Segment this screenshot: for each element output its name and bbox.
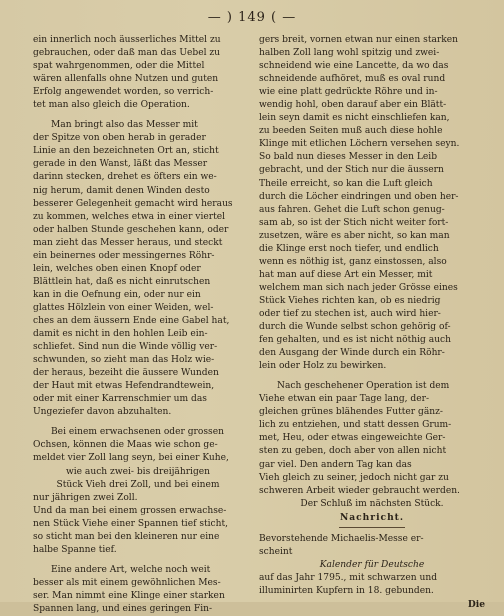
text-line: met, Heu, oder etwas eingeweichte Ger-	[259, 433, 446, 444]
text-line: halbe Spanne tief.	[33, 544, 117, 555]
text-line: durch die Löcher eindringen und oben her-	[259, 191, 459, 202]
notice-line: auf das Jahr 1795., mit schwarzen und	[259, 572, 438, 583]
text-line: lein oder Holz zu bewirken.	[259, 361, 387, 372]
paragraph-gap	[33, 112, 243, 119]
paragraph-gap	[33, 557, 243, 564]
text-line: ser. Man nimmt eine Klinge einer starken	[33, 590, 225, 601]
text-line: schweren Arbeit wieder gebraucht werden.	[259, 485, 460, 496]
text-line: besserer Gelegenheit gemacht wird heraus	[33, 198, 233, 209]
text-line: Linie an den bezeichneten Ort an, sticht	[33, 146, 219, 157]
text-line: So bald nun dieses Messer in den Leib	[259, 152, 438, 163]
left-column	[33, 34, 243, 616]
text-line: wendig hohl, oben darauf aber ein Blätt-	[259, 100, 447, 111]
text-line: gleichen grünes blähendes Futter gänz-	[259, 407, 443, 418]
text-line: aus fahren. Gehet die Luft schon genug-	[259, 204, 445, 215]
text-line: die Klinge erst noch tiefer, und endlich	[259, 243, 439, 254]
text-line: Eine andere Art, welche noch weit	[51, 564, 211, 575]
text-line: den Ausgang der Winde durch ein Röhr-	[259, 348, 445, 359]
text-line: darinn stecken, drehet es öfters ein we-	[33, 172, 217, 183]
text-line: Theile erreicht, so kan die Luft gleich	[259, 178, 433, 189]
text-line: schwunden, so zieht man das Holz wie-	[33, 355, 215, 366]
text-line: der heraus, bezeiht die äussere Wunden	[33, 368, 219, 379]
text-line: kan in die Oefnung ein, oder nur ein	[33, 289, 201, 300]
text-line: man zieht das Messer heraus, und steckt	[33, 237, 223, 248]
notice-rule	[339, 527, 405, 528]
text-line: oder halben Stunde geschehen kann, oder	[33, 224, 229, 235]
text-line: lein, welches oben einen Knopf oder	[33, 263, 201, 274]
text-line: schneidend wie eine Lancette, da wo das	[259, 61, 449, 72]
text-line: sam ab, so ist der Stich nicht weiter fort-	[259, 217, 449, 228]
text-line: gar viel. Den andern Tag kan das	[259, 459, 412, 470]
catchword: Die	[467, 598, 485, 610]
text-line: spat wahrgenommen, oder die Mittel	[33, 61, 205, 72]
text-line: so sticht man bei den kleineren nur eine	[33, 531, 220, 542]
text-line: nur jährigen zwei Zoll.	[33, 492, 138, 503]
paragraph-gap	[259, 373, 485, 380]
text-line: welchem man sich nach jeder Grösse eines	[259, 282, 458, 293]
text-line: Spannen lang, und eines geringen Fin-	[33, 603, 213, 614]
text-line: zu kommen, welches etwa in einer viertel	[33, 211, 226, 222]
text-line: durch die Wunde selbst schon gehörig of-	[259, 322, 451, 333]
text-line: schneidende aufhöret, muß es oval rund	[259, 74, 446, 85]
paragraph-gap	[33, 419, 243, 426]
text-line: zusetzen, wäre es aber nicht, so kan man	[259, 230, 450, 241]
text-line: Viehe etwan ein paar Tage lang, der-	[259, 394, 430, 405]
text-line: Erfolg angewendet worden, so verrich-	[33, 87, 214, 98]
text-line: Ochsen, können die Maas wie schon ge-	[33, 440, 218, 451]
text-line: hat man auf diese Art ein Messer, mit	[259, 269, 433, 280]
text-line: nen Stück Viehe einer Spannen tief sticht,	[33, 518, 229, 529]
text-line: wären allenfalls ohne Nutzen und guten	[33, 74, 219, 85]
text-line: lein seyn damit es nicht einschliefen kan,	[259, 113, 450, 124]
text-line: fen gehalten, und es ist nicht nöthig auch	[259, 335, 451, 346]
text-line: wenn es nöthig ist, ganz einstossen, also	[259, 256, 447, 267]
text-line: wie eine platt gedrückte Röhre und in-	[259, 87, 438, 98]
text-line: lich zu entziehen, und statt dessen Grum-	[259, 420, 452, 431]
text-line: Blättlein hat, daß es nicht einrutschen	[33, 276, 211, 287]
text-line: tet man also gleich die Operation.	[33, 100, 190, 111]
notice-line: scheint	[259, 546, 293, 557]
text-line: der Spitze von oben herab in gerader	[33, 133, 206, 144]
text-line: glattes Hölzlein von einer Weiden, wel-	[33, 302, 214, 313]
text-line: wie auch zwei- bis dreijährigen	[65, 466, 211, 477]
text-line: zu beeden Seiten muß auch diese hohle	[259, 126, 443, 137]
text-line: Stück Vieh drei Zoll, und bei einem	[56, 479, 220, 490]
text-line: Ungeziefer davon abzuhalten.	[33, 407, 172, 418]
text-line: oder tief zu stechen ist, auch wird hier-	[259, 308, 441, 319]
notice-line: illuminirten Kupfern in 18. gebunden.	[259, 585, 434, 596]
notice-line: Bevorstehende Michaelis-Messe er-	[259, 533, 424, 544]
text-line: halben Zoll lang wohl spitzig und zwei-	[259, 48, 440, 59]
text-line: ein innerlich noch äusserliches Mittel zu	[33, 35, 221, 45]
text-line: der Haut mit etwas Hefendrandtewein,	[33, 381, 215, 392]
text-line: sten zu geben, doch aber von allen nicht	[259, 446, 447, 457]
text-line: schliefet. Sind nun die Winde völlig ver-	[33, 342, 218, 353]
text-line: gerade in den Wanst, läßt das Messer	[33, 159, 208, 170]
text-line: gers breit, vornen etwan nur einen starken	[259, 35, 459, 45]
text-line: Nach geschehener Operation ist dem	[277, 381, 450, 392]
text-line: Vieh gleich zu seiner, jedoch nicht gar zu	[259, 472, 449, 483]
text-line: gebracht, und der Stich nur die äussern	[259, 165, 444, 176]
notice-line: Kalender für Deutsche	[319, 559, 425, 570]
text-line: ches an dem äussern Ende eine Gabel hat,	[33, 315, 230, 326]
text-line: nig herum, damit denen Winden desto	[33, 185, 210, 196]
text-line: meldet vier Zoll lang seyn, bei einer Kuhe,	[33, 453, 229, 464]
text-line: Und da man bei einem grossen erwachse-	[33, 505, 227, 516]
text-line: Man bringt also das Messer mit	[51, 120, 198, 131]
text-line: Klinge mit etlichen Löchern versehen seyn.	[259, 139, 460, 150]
text-line: Der Schluß im nächsten Stück.	[300, 498, 444, 509]
text-line: damit es nicht in den hohlen Leib ein-	[33, 329, 208, 340]
notice-title: Nachricht.	[339, 511, 405, 523]
right-column	[259, 34, 485, 611]
text-line: Bei einem erwachsenen oder grossen	[51, 427, 224, 438]
page-number: — ) 149 ( —	[207, 10, 297, 25]
text-line: besser als mit einem gewöhnlichen Mes-	[33, 577, 221, 588]
text-line: gebrauchen, oder daß man das Uebel zu	[33, 48, 221, 59]
text-line: Stück Viehes richten kan, ob es niedrig	[259, 295, 441, 306]
text-line: ein beinernes oder messingernes Röhr-	[33, 250, 215, 261]
text-line: oder mit einer Karrenschmier um das	[33, 394, 207, 405]
